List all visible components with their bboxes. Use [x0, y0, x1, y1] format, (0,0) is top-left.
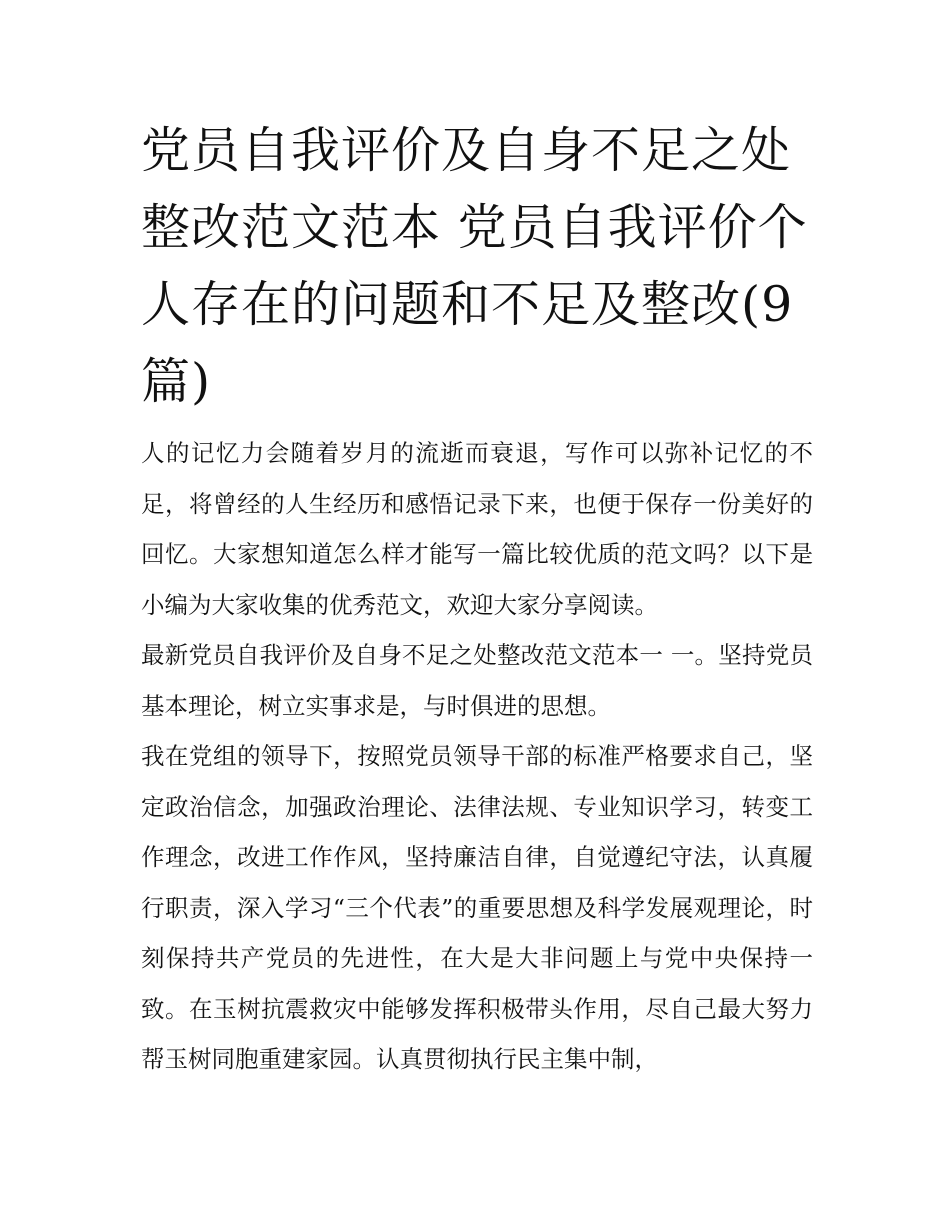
section-heading-paragraph: 最新党员自我评价及自身不足之处整改范文范本一 一。坚持党员基本理论，树立实事求是，与时俱进的思想。	[141, 641, 813, 720]
document-content	[141, 112, 813, 1085]
intro-paragraph: 人的记忆力会随着岁月的流逝而衰退，写作可以弥补记忆的不足，将曾经的人生经历和感悟记录下来，也便于保存一份美好的回忆。大家想知道怎么样才能写一篇比较优质的范文吗？以下是小编为大家收集的优秀范文，欢迎大家分享阅读。	[141, 439, 813, 619]
body-paragraph: 我在党组的领导下，按照党员领导干部的标准严格要求自己，坚定政治信念，加强政治理论、法律法规、专业知识学习，转变工作理念，改进工作作风，坚持廉洁自律，自觉遵纪守法，认真履行职责，深入学习“三个代表”的重要思想及科学发展观理论，时刻保持共产党员的先进性，在大是大非问题上与党中央保持一致。在玉树抗震救灾中能够发挥积极带头作用，尽自己最大努力帮玉树同胞重建家园。认真贯彻执行民主集中制，	[141, 742, 813, 1073]
document-title: 党员自我评价及自身不足之处整改范文范本 党员自我评价个人存在的问题和不足及整改(9篇)	[141, 122, 808, 410]
